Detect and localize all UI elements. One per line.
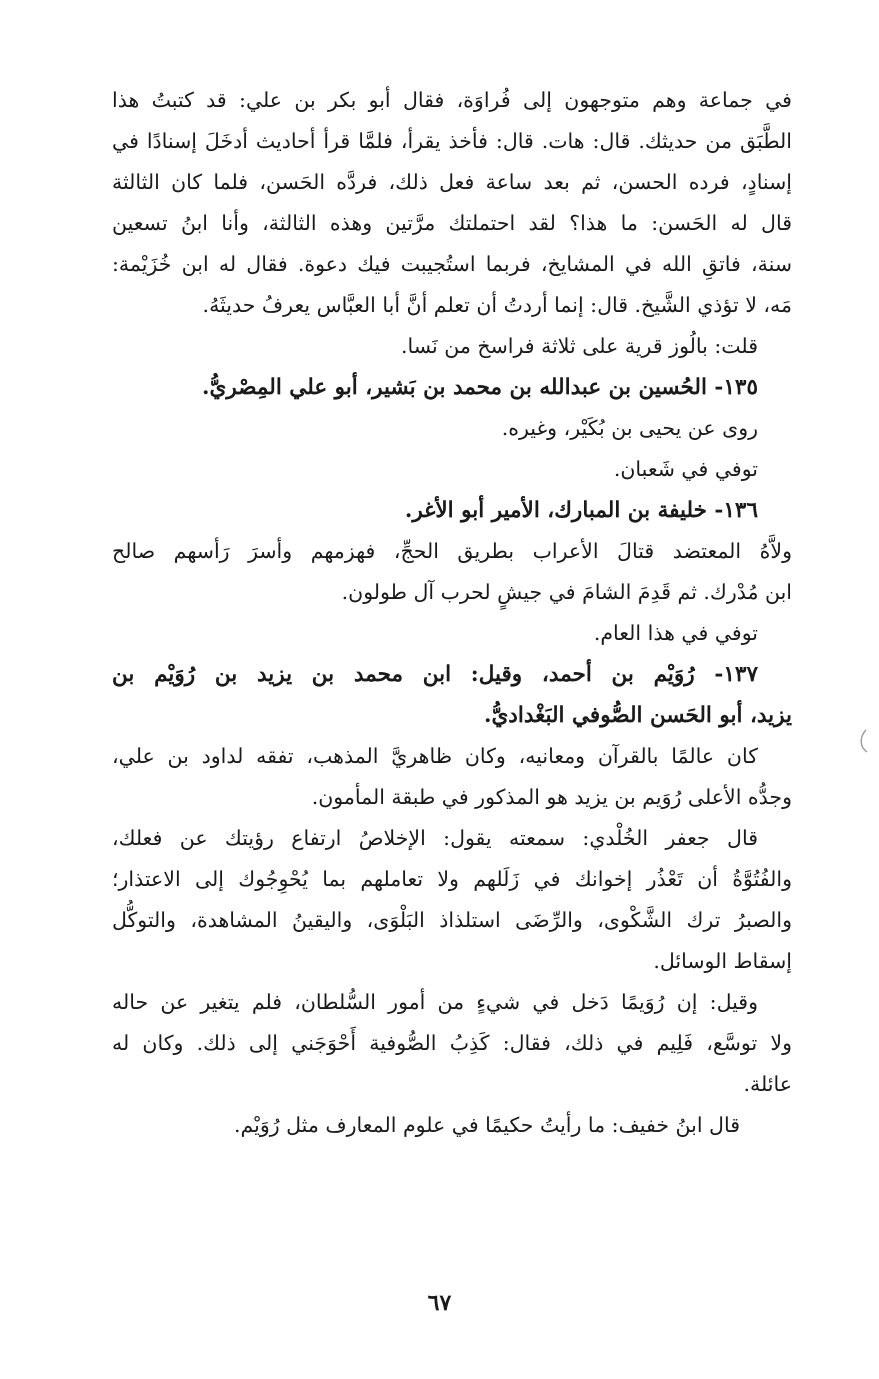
text-line: كان عالمًا بالقرآن ومعانيه، وكان ظاهريَّ المذهب، تفقه لداود بن علي، (112, 744, 758, 768)
text-line: والصبرُ ترك الشَّكْوى، والرِّضَى استلذاذ البَلْوَى، واليقينُ المشاهدة، والتوكُّل (112, 908, 792, 932)
entry-heading-137-continued: يزيد، أبو الحَسن الصُّوفي البَغْداديُّ. (483, 703, 792, 728)
entry-heading-136: ١٣٦- خليفة بن المبارك، الأمير أبو الأغر. (404, 498, 758, 523)
text-line: قال ابنُ خفيف: ما رأيتُ حكيمًا في علوم المعارف مثل رُوَيْم. (233, 1113, 740, 1137)
text-line: الطَّبَق من حديثك. قال: هات. قال: فأخذ يقرأ، فلمَّا قرأ أحاديث أدخَلَ إسنادًا في (112, 129, 792, 153)
text-line: عائلة. (743, 1072, 792, 1096)
text-line: وجدُّه الأعلى رُوَيم بن يزيد هو المذكور في طبقة المأمون. (311, 785, 792, 809)
text-line: قال له الحَسن: ما هذا؟ لقد احتملتك مرَّتين وهذه الثالثة، وأنا ابنُ تسعين (112, 211, 792, 235)
margin-smudge-icon (858, 728, 868, 754)
text-line: إسنادٍ، فرده الحسن، ثم بعد ساعة فعل ذلك، فردَّه الحَسن، فلما كان الثالثة (112, 170, 792, 194)
text-line: مَه، لا تؤذي الشَّيخ. قال: إنما أردتُ أن تعلم أنَّ أبا العبَّاس يعرفُ حديثَهُ. (202, 293, 792, 317)
text-line: قال جعفر الخُلْدي: سمعته يقول: الإخلاصُ ارتفاع رؤيتك عن فعلك، (112, 826, 758, 850)
text-line: إسقاط الوسائل. (653, 949, 792, 973)
text-line: توفي في هذا العام. (593, 621, 758, 645)
text-line: ولاَّهُ المعتضد قتالَ الأعراب بطريق الحجِّ، فهزمهم وأسرَ رَأسهم صالح (112, 539, 792, 563)
text-line: ولا توسَّع، فَلِيم في ذلك، فقال: كَذِبُ الصُّوفية أَحْوَجَني إلى ذلك. وكان له (112, 1031, 792, 1055)
text-line: توفي في شَعبان. (613, 457, 758, 481)
text-line: سنة، فاتقِ الله في المشايخ، فربما استُجيبت فيك دعوة. فقال له ابن خُزَيْمة: (112, 252, 792, 276)
text-line: روى عن يحيى بن بُكَيْر، وغيره. (501, 416, 758, 440)
text-line: ابن مُدْرك. ثم قَدِمَ الشامَ في جيشٍ لحرب آل طولون. (341, 580, 792, 604)
note-line: قلت: بالُوز قرية على ثلاثة فراسخ من نَسا. (400, 334, 758, 358)
entry-heading-137: ١٣٧- رُوَيْم بن أحمد، وقيل: ابن محمد بن يزيد بن رُوَيْم بن (112, 662, 758, 687)
text-line: في جماعة وهم متوجهون إلى فُراوَة، فقال أبو بكر بن علي: قد كتبتُ هذا (112, 88, 792, 112)
entry-heading-135: ١٣٥- الحُسين بن عبدالله بن محمد بن بَشير، أبو علي المِصْريُّ. (202, 375, 758, 400)
body-text (112, 80, 792, 1146)
text-line: والفُتُوَّةُ أن تَعْذُر إخوانك في زَلَلهم ولا تعاملهم بما يُحْوِجُوك إلى الاعتذار؛ (112, 867, 792, 891)
page-number: ٦٧ (427, 1290, 452, 1316)
text-line: وقيل: إن رُوَيمًا دَخل في شيءٍ من أمور السُّلطان، فلم يتغير عن حاله (112, 990, 758, 1014)
